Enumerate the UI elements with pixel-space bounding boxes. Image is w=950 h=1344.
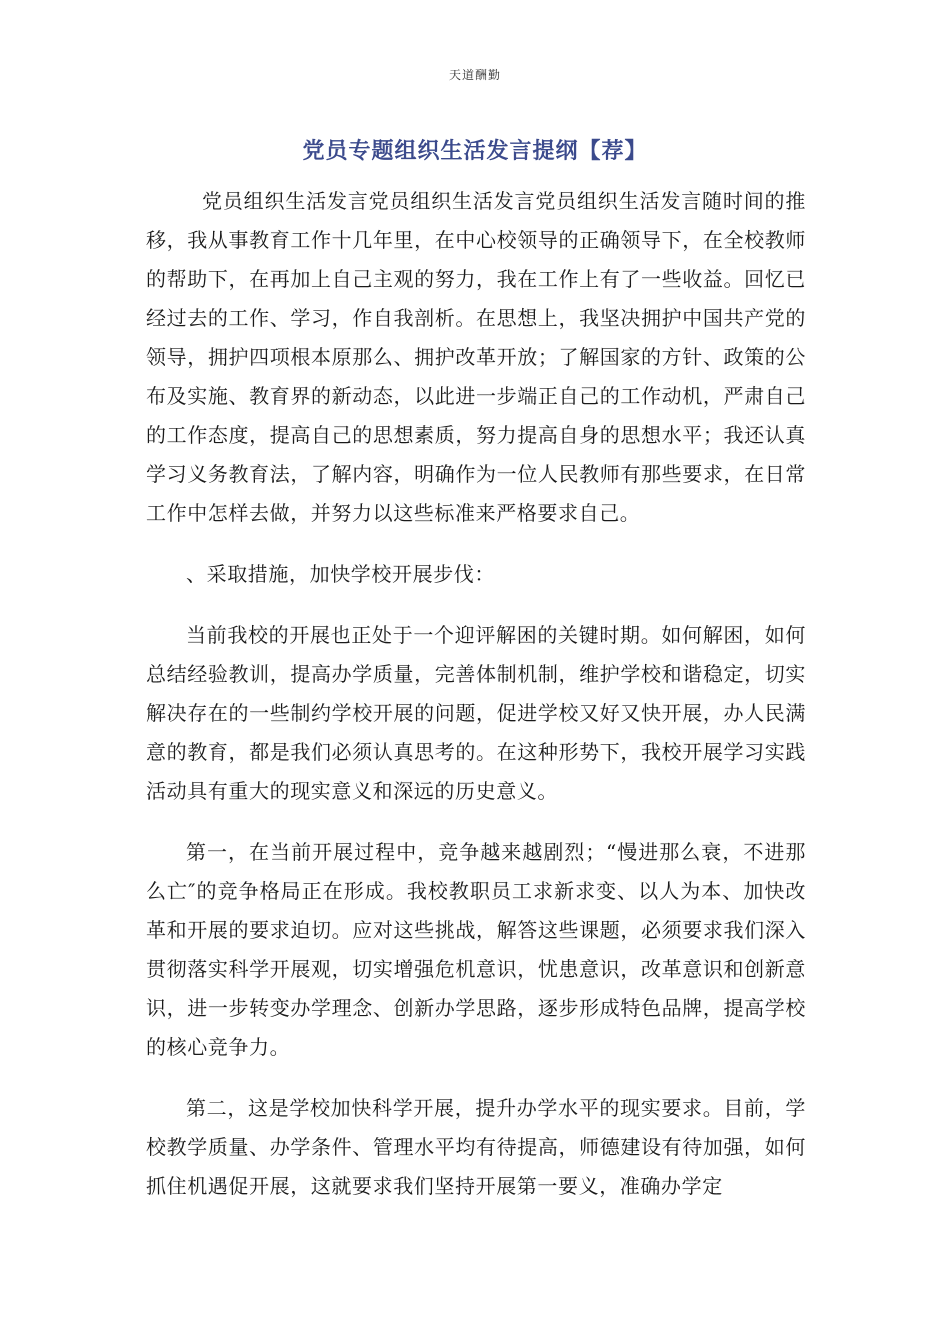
paragraph-second-point: 第二，这是学校加快科学开展，提升办学水平的现实要求。目前，学校教学质量、办学条件、管理水平均有待提高，师德建设有待加强，如何抓住机遇促开展，这就要求我们坚持开展第一要义，准确办学定 — [146, 1096, 806, 1198]
paragraph-intro: 党员组织生活发言党员组织生活发言党员组织生活发言随时间的推移，我从事教育工作十几年里，在中心校领导的正确领导下，在全校教师的帮助下，在再加上自己主观的努力，我在工作上有了一些收益。回忆已经过去的工作、学习，作自我剖析。在思想上，我坚决拥护中国共产党的领导，拥护四项根本原那么、拥护改革开放；了解国家的方针、政策的公布及实施、教育界的新动态，以此进一步端正自己的工作动机，严肃自己的工作态度，提高自己的思想素质，努力提高自身的思想水平；我还认真学习义务教育法，了解内容，明确作为一位人民教师有那些要求，在日常工作中怎样去做，并努力以这些标准来严格要求自己。 — [146, 189, 806, 525]
document-title: 党员专题组织生活发言提纲【荐】 — [302, 139, 648, 164]
document-body — [146, 182, 806, 1228]
page-header: 天道酬勤 — [448, 68, 501, 82]
paragraph-measures-heading: 、采取措施，加快学校开展步伐： — [186, 562, 495, 586]
paragraph-current-situation: 当前我校的开展也正处于一个迎评解困的关键时期。如何解困，如何总结经验教训，提高办学质量，完善体制机制，维护学校和谐稳定，切实解决存在的一些制约学校开展的问题，促进学校又好又快开展，办人民满意的教育，都是我们必须认真思考的。在这种形势下，我校开展学习实践活动具有重大的现实意义和深远的历史意义。 — [146, 623, 806, 803]
paragraph-first-point: 第一，在当前开展过程中，竞争越来越剧烈；“慢进那么衰，不进那么亡″的竞争格局正在形成。我校教职员工求新求变、以人为本、加快改革和开展的要求迫切。应对这些挑战，解答这些课题，必须要求我们深入贯彻落实科学开展观，切实增强危机意识，忧患意识，改革意识和创新意识，进一步转变办学理念、创新办学思路，逐步形成特色品牌，提高学校的核心竞争力。 — [146, 840, 806, 1059]
